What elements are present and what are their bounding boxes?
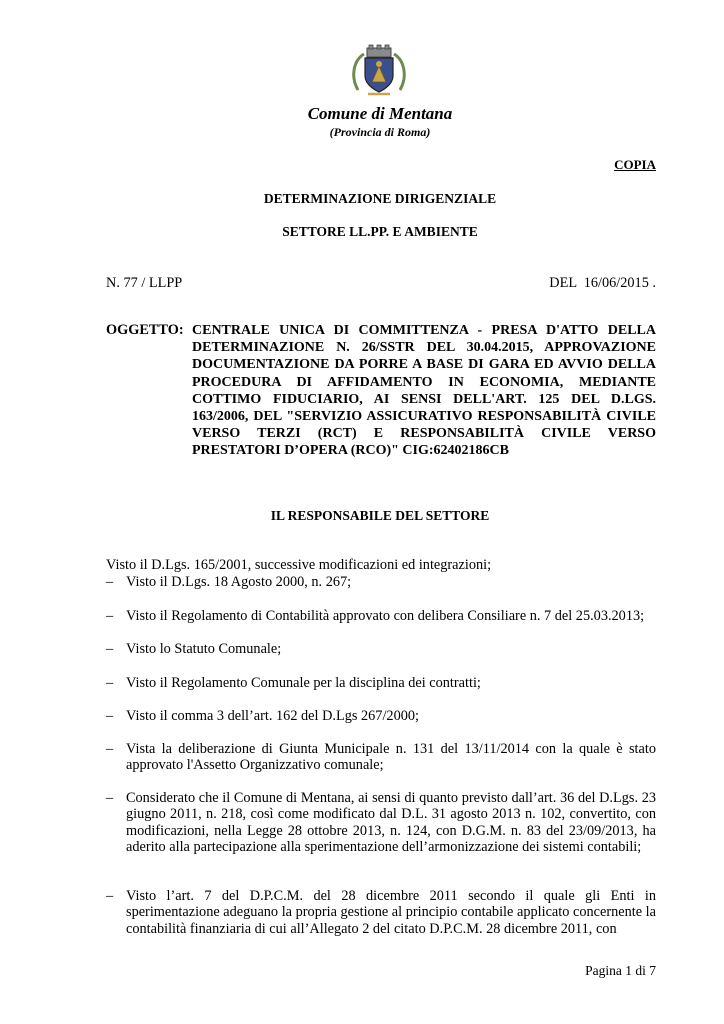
determination-number: N. 77 / LLPP: [106, 275, 183, 291]
bullet-dash: –: [106, 641, 114, 657]
bullet-dash: –: [106, 741, 114, 757]
bullet-dash: –: [106, 675, 114, 691]
list-item-text: Visto il Regolamento Comunale per la disciplina dei contratti;: [126, 675, 481, 691]
bullet-dash: –: [106, 888, 114, 904]
list-item: [106, 574, 656, 590]
list-item: [106, 888, 656, 937]
subject-label: OGGETTO:: [106, 322, 184, 338]
bullet-dash: –: [106, 708, 114, 724]
list-item: [106, 790, 656, 856]
determination-date: DEL 16/06/2015 .: [549, 275, 656, 291]
list-item-text: Visto l’art. 7 del D.P.C.M. del 28 dicembre 2011 secondo il quale gli Enti in sperimentazione adeguano la propria gestione al principio contabile applicato concernente la contabilità finanziaria di cui all’Allegato 2 del citato D.P.C.M. 28 dicembre 2011, con: [126, 888, 656, 937]
list-item-text: Visto lo Statuto Comunale;: [126, 641, 282, 657]
bullet-dash: –: [106, 574, 114, 590]
document-type: DETERMINAZIONE DIRIGENZIALE: [263, 191, 497, 206]
copy-label: COPIA: [614, 157, 656, 172]
list-item: [106, 708, 656, 724]
bullet-dash: –: [106, 790, 114, 806]
section-title: IL RESPONSABILE DEL SETTORE: [270, 508, 490, 523]
list-item-text: Considerato che il Comune di Mentana, ai sensi di quanto previsto dall’art. 36 del D.Lgs. 23 giugno 2011, n. 218, così come modificato dal D.L. 31 agosto 2013 n. 102, convertito, con modificazioni, nella Legge 28 ottobre 2013, n. 124, con D.G.M. n. 83 del 23/09/2013, ha aderito alla partecipazione alla sperimentazione dell’armonizzazione dei sistemi contabili;: [126, 790, 656, 856]
intro-paragraph: Visto il D.Lgs. 165/2001, successive modificazioni ed integrazioni;: [106, 557, 492, 573]
list-item: [106, 675, 656, 691]
list-item: [106, 741, 656, 774]
province-name: (Provincia di Roma): [329, 125, 431, 139]
subject-text: CENTRALE UNICA DI COMMITTENZA - PRESA D'ATTO DELLA DETERMINAZIONE N. 26/SSTR DEL 30.04.2015, APPROVAZIONE DOCUMENTAZIONE DA PORRE A BASE DI GARA ED AVVIO DELLA PROCEDURA DI AFFIDAMENTO IN ECONOMIA, MEDIANTE COTTIMO FIDUCIARIO, AI SENSI DELL'ART. 125 DEL D.LGS. 163/2006, DEL "SERVIZIO ASSICURATIVO RESPONSABILITÀ CIVILE VERSO TERZI (RCT) E RESPONSABILITÀ CIVILE VERSO PRESTATORI D’OPERA (RCO)" CIG:62402186CB: [192, 323, 656, 459]
list-item: [106, 608, 656, 624]
list-item-text: Vista la deliberazione di Giunta Municipale n. 131 del 13/11/2014 con la quale è stato approvato l'Assetto Organizzativo comunale;: [126, 741, 656, 774]
list-item-text: Visto il Regolamento di Contabilità approvato con delibera Consiliare n. 7 del 25.03.2013;: [126, 608, 645, 624]
sector-title: SETTORE LL.PP. E AMBIENTE: [282, 224, 478, 239]
commune-name: Comune di Mentana: [307, 104, 453, 123]
page-number: Pagina 1 di 7: [585, 963, 656, 978]
list-item-text: Visto il D.Lgs. 18 Agosto 2000, n. 267;: [126, 574, 352, 590]
municipal-crest-icon: [352, 44, 406, 100]
bullet-dash: –: [106, 608, 114, 624]
list-item: [106, 641, 656, 657]
list-item-text: Visto il comma 3 dell’art. 162 del D.Lgs 267/2000;: [126, 708, 419, 724]
